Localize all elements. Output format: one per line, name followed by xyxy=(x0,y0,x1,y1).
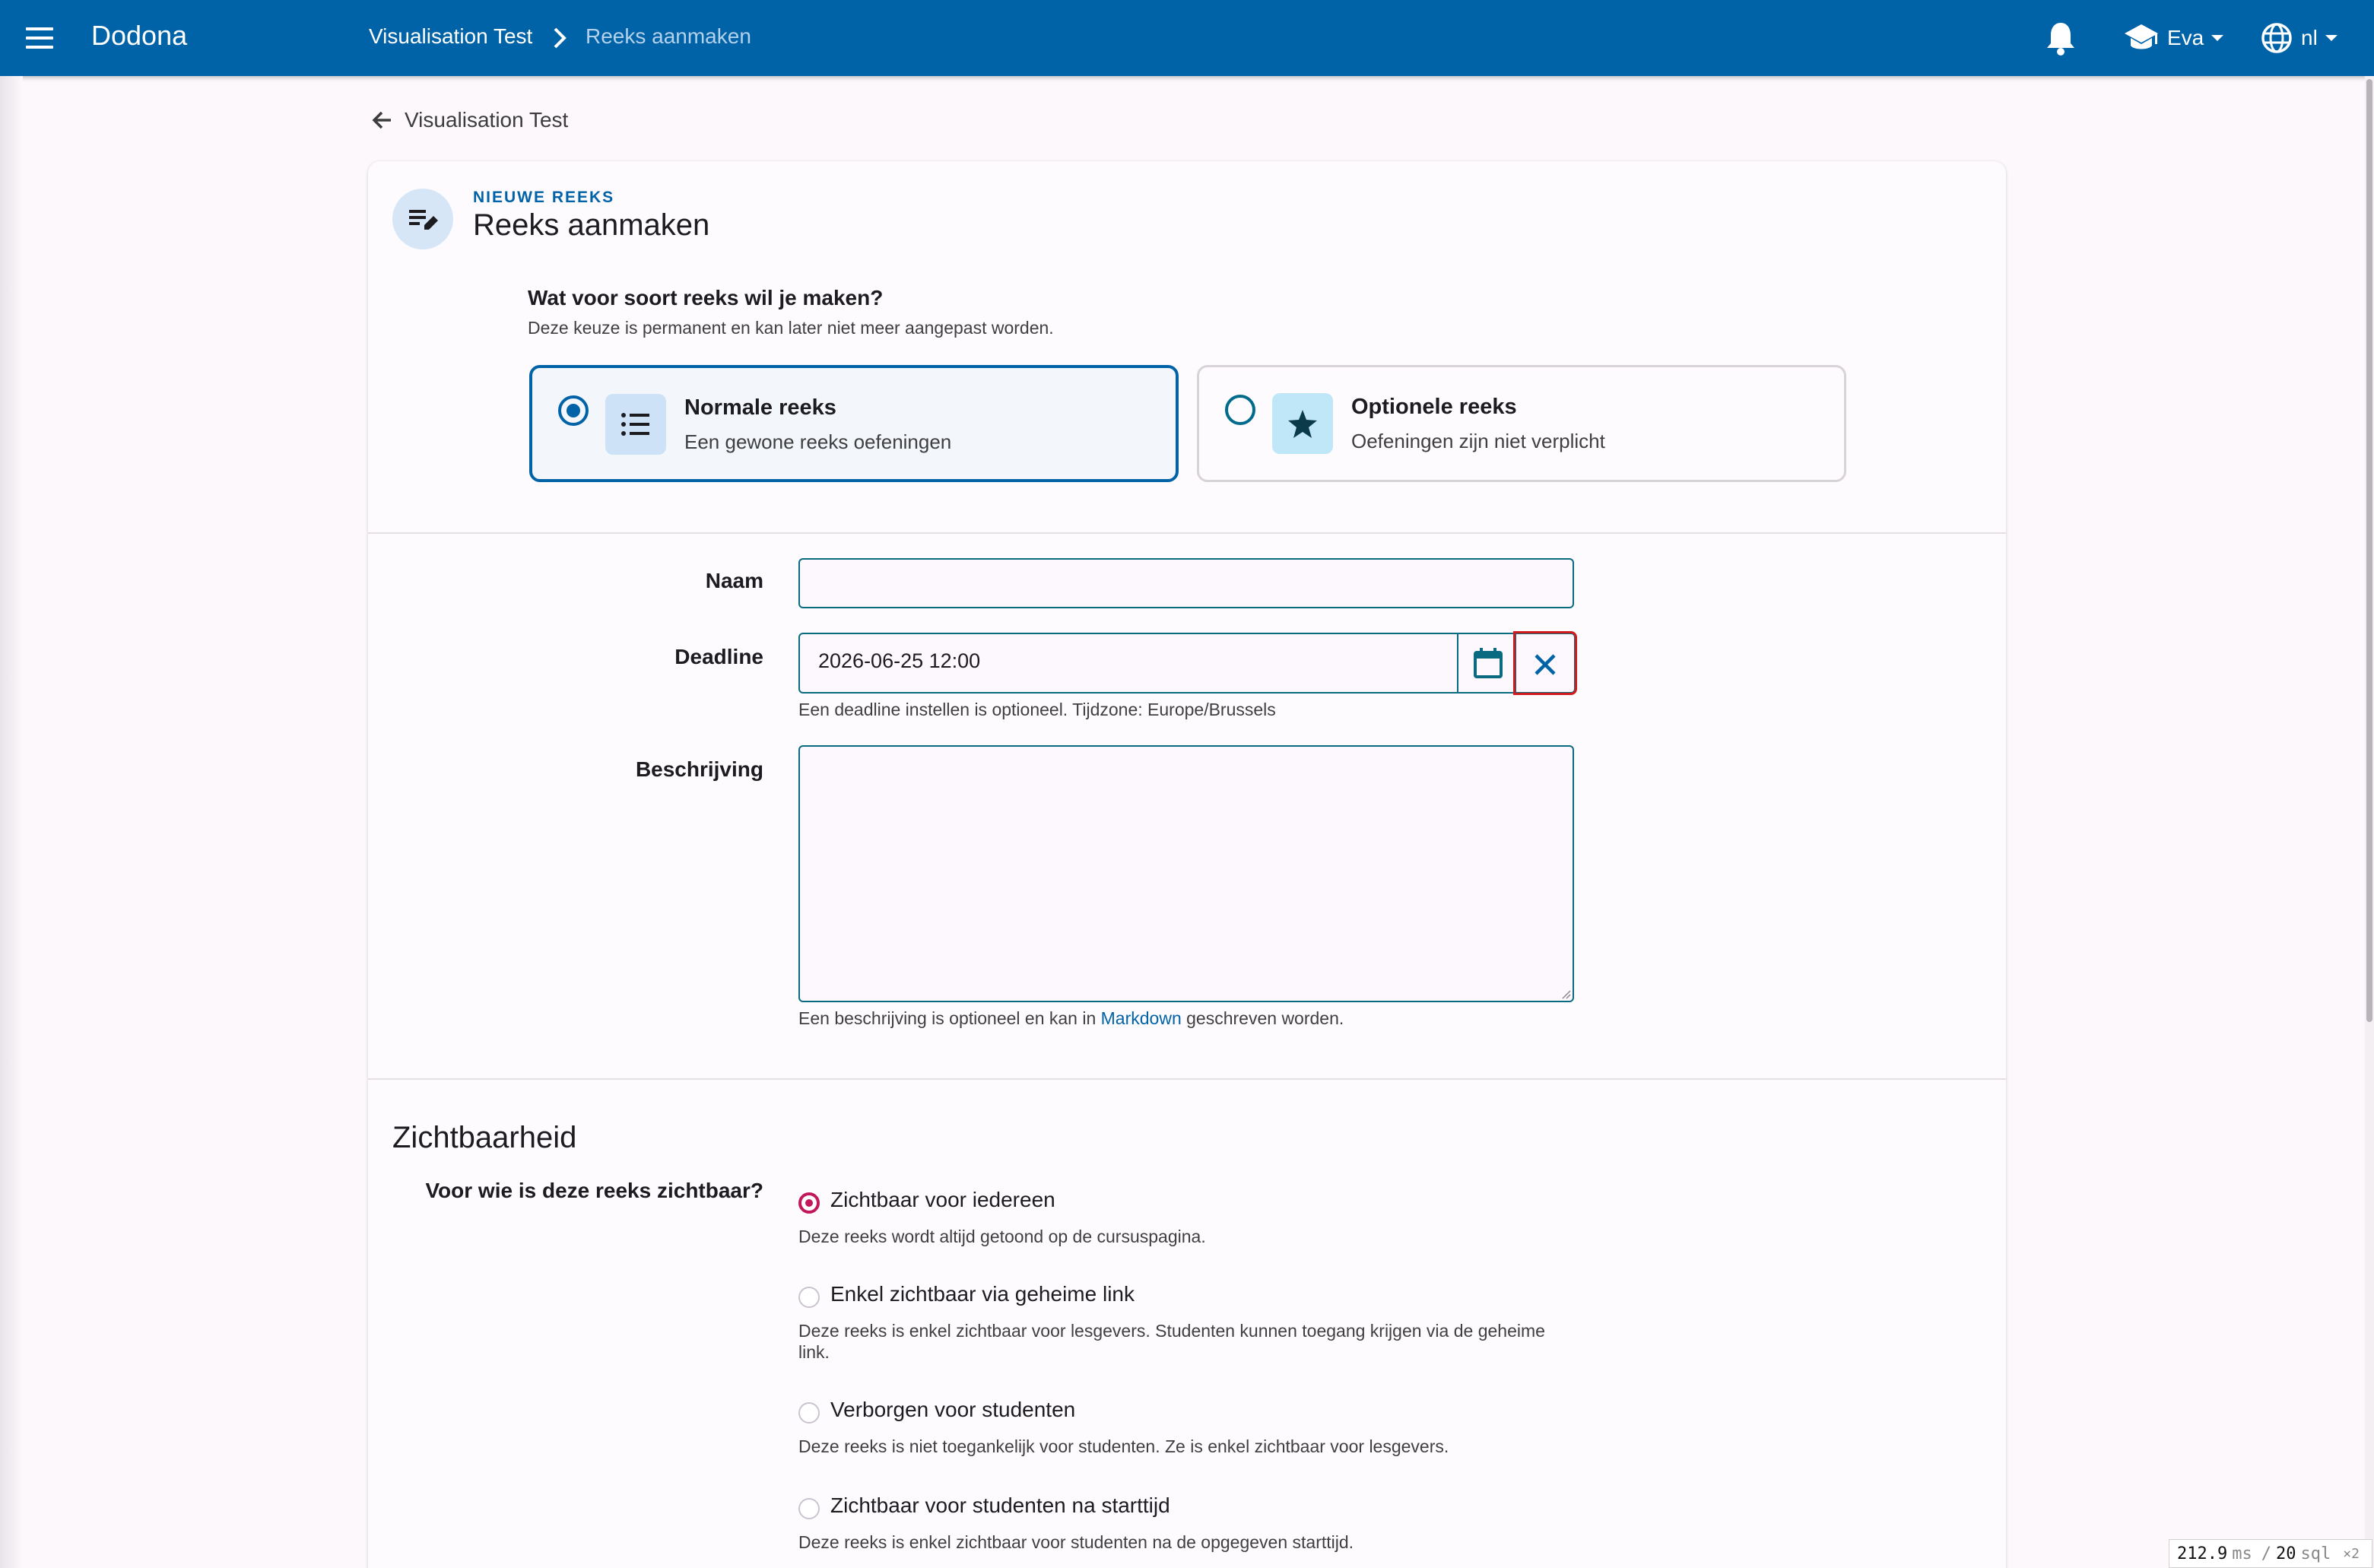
menu-icon[interactable] xyxy=(24,23,55,53)
brand-title[interactable]: Dodona xyxy=(91,20,188,51)
description-textarea[interactable] xyxy=(798,745,1574,1002)
top-app-bar xyxy=(0,0,2374,76)
scrollbar-thumb[interactable] xyxy=(2366,79,2372,1022)
calendar-icon xyxy=(1458,634,1516,695)
visibility-option-label: Zichtbaar voor studenten na starttijd xyxy=(830,1493,1170,1517)
school-icon xyxy=(2123,23,2160,53)
star-icon xyxy=(1272,393,1333,454)
breadcrumb-course[interactable]: Visualisation Test xyxy=(369,24,533,48)
visibility-option-description: Deze reeks wordt altijd getoond op de cursuspagina. xyxy=(798,1227,1206,1246)
arrow-back-icon xyxy=(371,109,394,132)
divider xyxy=(368,1078,2006,1080)
calendar-button[interactable] xyxy=(1457,633,1515,694)
option-optional-series[interactable] xyxy=(1197,365,1846,482)
radio-button[interactable] xyxy=(798,1192,820,1214)
visibility-option-label: Enkel zichtbaar via geheime link xyxy=(830,1282,1135,1306)
language-code: nl xyxy=(2301,26,2318,49)
option-title: Optionele reeks xyxy=(1351,395,1517,419)
markdown-link[interactable]: Markdown xyxy=(1100,1008,1182,1028)
breadcrumb-current: Reeks aanmaken xyxy=(586,24,751,48)
bell-icon[interactable] xyxy=(2044,20,2077,56)
visibility-option-label: Zichtbaar voor iedereen xyxy=(830,1188,1055,1211)
left-shadow xyxy=(0,76,23,1568)
edit-note-icon xyxy=(392,189,453,249)
globe-icon xyxy=(2260,21,2293,55)
create-series-card xyxy=(368,161,2006,1568)
radio-button[interactable] xyxy=(798,1402,820,1424)
radio-optional-series[interactable] xyxy=(1225,395,1255,425)
option-title: Normale reeks xyxy=(684,395,836,420)
clear-deadline-button[interactable] xyxy=(1515,633,1576,694)
radio-normal-series[interactable] xyxy=(558,395,589,426)
deadline-label: Deadline xyxy=(674,645,763,668)
option-description: Een gewone reeks oefeningen xyxy=(684,430,952,453)
deadline-input[interactable] xyxy=(798,633,1458,694)
deadline-value: 2026-06-25 12:00 xyxy=(818,649,981,672)
user-menu[interactable] xyxy=(2123,20,2223,56)
option-description: Oefeningen zijn niet verplicht xyxy=(1351,430,1605,452)
visibility-question: Voor wie is deze reeks zichtbaar? xyxy=(425,1179,763,1202)
radio-button[interactable] xyxy=(798,1498,820,1519)
close-icon xyxy=(1516,634,1574,695)
series-type-question: Wat voor soort reeks wil je maken? xyxy=(528,286,884,309)
list-icon xyxy=(605,394,666,455)
deadline-help: Een deadline instellen is optioneel. Tijdzone: Europe/Brussels xyxy=(798,700,1276,719)
card-overline: NIEUWE REEKS xyxy=(473,189,615,206)
divider xyxy=(368,532,2006,534)
visibility-section-title: Zichtbaarheid xyxy=(392,1121,577,1154)
performance-badge[interactable]: 212.9 ms / 20 sql ×2 xyxy=(2169,1539,2372,1568)
visibility-option-description: Deze reeks is enkel zichtbaar voor lesgevers. Studenten kunnen toegang krijgen via de geheime link. xyxy=(798,1321,1545,1362)
caret-down-icon xyxy=(2211,35,2223,41)
visibility-option-description: Deze reeks is enkel zichtbaar voor studenten na de opgegeven starttijd. xyxy=(798,1532,1354,1552)
back-link[interactable] xyxy=(371,108,568,132)
resize-handle-icon[interactable] xyxy=(1560,989,1571,999)
page-scrollbar[interactable] xyxy=(2365,76,2374,1568)
caret-down-icon xyxy=(2325,35,2338,41)
description-label: Beschrijving xyxy=(635,757,763,781)
name-input[interactable] xyxy=(798,558,1574,608)
chevron-right-icon xyxy=(551,24,570,52)
visibility-option-description: Deze reeks is niet toegankelijk voor studenten. Ze is enkel zichtbaar voor lesgevers. xyxy=(798,1436,1449,1456)
series-type-subtitle: Deze keuze is permanent en kan later niet meer aangepast worden. xyxy=(528,318,1054,338)
option-normal-series[interactable] xyxy=(529,365,1179,482)
description-help: Een beschrijving is optioneel en kan in Markdown geschreven worden. xyxy=(798,1008,1344,1028)
language-menu[interactable] xyxy=(2260,20,2338,56)
name-label: Naam xyxy=(705,569,763,592)
back-link-label: Visualisation Test xyxy=(405,108,569,132)
page-title: Reeks aanmaken xyxy=(473,208,710,242)
radio-button[interactable] xyxy=(798,1287,820,1308)
visibility-option-label: Verborgen voor studenten xyxy=(830,1398,1076,1421)
user-name: Eva xyxy=(2167,26,2204,49)
